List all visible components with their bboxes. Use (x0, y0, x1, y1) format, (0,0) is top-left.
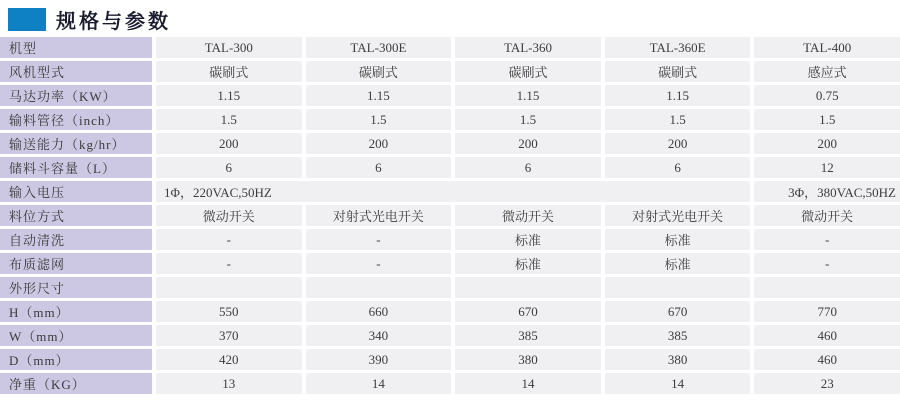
table-cell: 1.5 (455, 109, 601, 130)
table-cell: 385 (605, 325, 751, 346)
table-cell: 200 (605, 133, 751, 154)
header-model-tal360e: TAL-360E (605, 37, 751, 58)
table-cell: 0.75 (754, 85, 900, 106)
table-cell: - (156, 229, 302, 250)
table-cell: 6 (156, 157, 302, 178)
table-row-dimensions-header (0, 277, 900, 298)
table-cell: 670 (605, 301, 751, 322)
table-cell: 碳刷式 (306, 61, 452, 82)
table-cell: 6 (306, 157, 452, 178)
table-cell: 660 (306, 301, 452, 322)
table-cell-voltage-tal400: 3Φ，380VAC,50HZ (754, 181, 900, 202)
table-cell (605, 277, 751, 298)
page-title: 规格与参数 (56, 10, 171, 33)
table-cell: 390 (306, 349, 452, 370)
table-cell: 370 (156, 325, 302, 346)
table-cell: - (306, 253, 452, 274)
table-row-cloth-filter (0, 253, 900, 274)
table-cell: 385 (455, 325, 601, 346)
table-cell: 200 (306, 133, 452, 154)
table-cell: 1.5 (605, 109, 751, 130)
table-cell: 标准 (605, 229, 751, 250)
table-cell (156, 277, 302, 298)
table-cell: 标准 (605, 253, 751, 274)
row-label: W（mm） (0, 325, 152, 346)
table-cell: 200 (455, 133, 601, 154)
table-cell: 23 (754, 373, 900, 394)
header-model-tal300: TAL-300 (156, 37, 302, 58)
table-row-pipe-diameter (0, 109, 900, 130)
row-label: 输料管径（inch） (0, 109, 152, 130)
table-cell: 200 (156, 133, 302, 154)
table-row-width (0, 325, 900, 346)
table-cell: 200 (754, 133, 900, 154)
row-label: 储料斗容量（L） (0, 157, 152, 178)
table-cell: 6 (455, 157, 601, 178)
table-cell: 1.15 (306, 85, 452, 106)
table-cell: 碳刷式 (156, 61, 302, 82)
table-row-hopper-volume (0, 157, 900, 178)
title-marker-icon (8, 8, 46, 31)
table-cell: 770 (754, 301, 900, 322)
table-cell: 550 (156, 301, 302, 322)
row-label: 输入电压 (0, 181, 152, 202)
table-row-auto-clean (0, 229, 900, 250)
table-cell: 1.5 (754, 109, 900, 130)
row-label: D（mm） (0, 349, 152, 370)
row-label: H（mm） (0, 301, 152, 322)
row-label: 自动清洗 (0, 229, 152, 250)
table-cell (754, 277, 900, 298)
row-label: 风机型式 (0, 61, 152, 82)
table-cell: 对射式光电开关 (605, 205, 751, 226)
table-cell: 12 (754, 157, 900, 178)
table-cell: 微动开关 (754, 205, 900, 226)
table-cell: 对射式光电开关 (306, 205, 452, 226)
table-cell: 6 (605, 157, 751, 178)
table-cell: 380 (455, 349, 601, 370)
table-cell (306, 277, 452, 298)
table-cell: 碳刷式 (605, 61, 751, 82)
row-label: 外形尺寸 (0, 277, 152, 298)
row-label: 布质滤网 (0, 253, 152, 274)
table-cell: 340 (306, 325, 452, 346)
table-row-depth (0, 349, 900, 370)
table-cell: - (156, 253, 302, 274)
header-model-label: 机型 (0, 37, 152, 58)
table-row-fan-type (0, 61, 900, 82)
table-cell: - (754, 253, 900, 274)
table-cell-voltage-main: 1Φ，220VAC,50HZ (156, 181, 750, 202)
table-row-input-voltage (0, 181, 900, 202)
table-cell: 碳刷式 (455, 61, 601, 82)
row-label: 料位方式 (0, 205, 152, 226)
row-label: 马达功率（KW） (0, 85, 152, 106)
table-cell: 13 (156, 373, 302, 394)
table-cell: 380 (605, 349, 751, 370)
table-cell: 1.15 (605, 85, 751, 106)
table-cell: 微动开关 (455, 205, 601, 226)
row-label: 输送能力（kg/hr） (0, 133, 152, 154)
table-row-net-weight (0, 373, 900, 394)
table-cell: 感应式 (754, 61, 900, 82)
table-cell: 1.15 (156, 85, 302, 106)
row-label: 净重（KG） (0, 373, 152, 394)
table-cell: 14 (455, 373, 601, 394)
table-cell: 460 (754, 325, 900, 346)
table-cell: 1.15 (455, 85, 601, 106)
table-cell: 标准 (455, 253, 601, 274)
table-cell: 14 (306, 373, 452, 394)
table-cell: 微动开关 (156, 205, 302, 226)
table-cell: 1.5 (306, 109, 452, 130)
table-cell: 1.5 (156, 109, 302, 130)
section-title-bar (0, 0, 900, 34)
header-model-tal300e: TAL-300E (306, 37, 452, 58)
table-cell: 670 (455, 301, 601, 322)
table-cell: 标准 (455, 229, 601, 250)
table-row-motor-power (0, 85, 900, 106)
table-cell: 14 (605, 373, 751, 394)
table-row-height (0, 301, 900, 322)
spec-table (0, 34, 900, 397)
table-cell: 420 (156, 349, 302, 370)
table-cell: - (754, 229, 900, 250)
table-cell: 460 (754, 349, 900, 370)
header-model-tal400: TAL-400 (754, 37, 900, 58)
header-model-tal360: TAL-360 (455, 37, 601, 58)
table-header-row (0, 37, 900, 58)
table-row-capacity (0, 133, 900, 154)
table-row-level-switch (0, 205, 900, 226)
table-cell (455, 277, 601, 298)
table-cell: - (306, 229, 452, 250)
